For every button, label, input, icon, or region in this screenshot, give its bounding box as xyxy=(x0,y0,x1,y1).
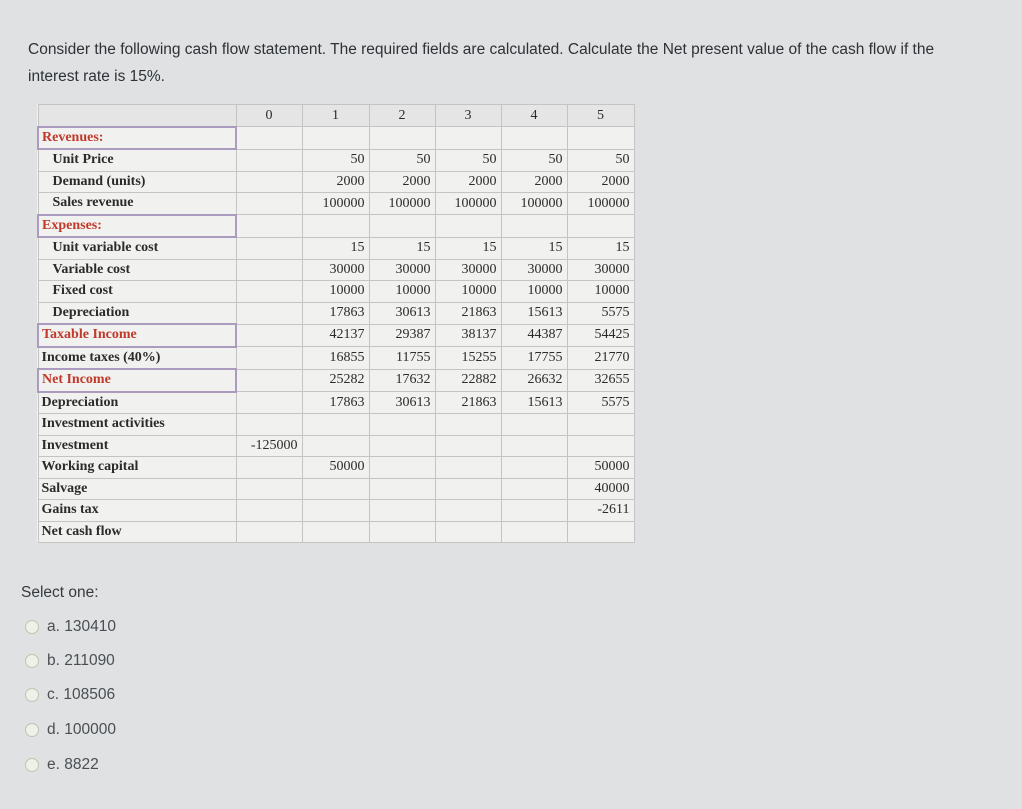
table-row xyxy=(38,171,634,193)
answer-option[interactable] xyxy=(25,684,115,706)
table-cell[interactable]: 15 xyxy=(501,237,567,259)
table-cell[interactable] xyxy=(302,435,369,457)
table-cell[interactable]: 5575 xyxy=(567,392,634,414)
table-cell[interactable] xyxy=(501,478,567,500)
table-cell[interactable] xyxy=(435,127,501,150)
table-row xyxy=(38,457,634,479)
row-label[interactable]: Taxable Income xyxy=(38,324,236,347)
table-row xyxy=(38,521,634,543)
table-cell[interactable]: 38137 xyxy=(435,324,501,347)
year-header-cell[interactable]: 0 xyxy=(236,105,302,127)
answer-option-label: c. 108506 xyxy=(47,686,116,703)
row-label[interactable]: Gains tax xyxy=(38,500,236,522)
table-cell[interactable] xyxy=(501,414,567,436)
year-header-cell[interactable]: 4 xyxy=(501,105,567,127)
table-cell[interactable]: 2000 xyxy=(302,171,369,193)
select-one-label: Select one: xyxy=(21,584,99,601)
row-label[interactable]: Expenses: xyxy=(38,215,236,238)
table-cell[interactable] xyxy=(236,347,302,370)
table-cell[interactable] xyxy=(302,478,369,500)
table-cell[interactable] xyxy=(236,237,302,259)
table-cell[interactable] xyxy=(435,414,501,436)
table-cell[interactable] xyxy=(369,457,435,479)
table-cell[interactable] xyxy=(302,521,369,543)
row-label[interactable]: Salvage xyxy=(38,478,236,500)
table-cell[interactable] xyxy=(236,149,302,171)
table-cell[interactable] xyxy=(369,500,435,522)
radio-button[interactable] xyxy=(25,758,39,772)
table-cell[interactable] xyxy=(369,215,435,238)
table-cell[interactable]: 54425 xyxy=(567,324,634,347)
row-label[interactable]: Demand (units) xyxy=(38,171,236,193)
table-cell[interactable]: 29387 xyxy=(369,324,435,347)
table-cell[interactable]: 21863 xyxy=(435,392,501,414)
table-cell[interactable]: 50 xyxy=(435,149,501,171)
table-cell[interactable]: 10000 xyxy=(567,281,634,303)
table-cell[interactable] xyxy=(435,521,501,543)
table-row xyxy=(38,127,634,150)
table-row xyxy=(38,478,634,500)
table-cell[interactable] xyxy=(501,457,567,479)
radio-button[interactable] xyxy=(25,654,39,668)
question-text: Consider the following cash flow statement. The required fields are calculated. Calculate the Net present value of the cash flow if the interest rate is 15%. xyxy=(28,41,935,85)
table-cell[interactable] xyxy=(236,369,302,392)
table-row xyxy=(38,302,634,324)
table-cell[interactable]: 2000 xyxy=(501,171,567,193)
row-label[interactable]: Income taxes (40%) xyxy=(38,347,236,370)
table-cell[interactable] xyxy=(435,500,501,522)
table-cell[interactable] xyxy=(302,215,369,238)
table-cell[interactable]: 100000 xyxy=(369,193,435,215)
table-row xyxy=(38,414,634,436)
table-cell[interactable]: 100000 xyxy=(567,193,634,215)
table-row xyxy=(38,392,634,414)
year-header-cell[interactable]: 2 xyxy=(369,105,435,127)
table-cell[interactable] xyxy=(435,478,501,500)
table-cell[interactable] xyxy=(567,435,634,457)
table-cell[interactable] xyxy=(567,414,634,436)
row-label[interactable]: Unit Price xyxy=(38,149,236,171)
table-row xyxy=(38,149,634,171)
table-cell[interactable]: 15255 xyxy=(435,347,501,370)
table-cell[interactable]: 100000 xyxy=(302,193,369,215)
table-cell[interactable]: 100000 xyxy=(435,193,501,215)
table-header-row xyxy=(38,105,634,127)
table-cell[interactable]: 15 xyxy=(435,237,501,259)
table-cell[interactable] xyxy=(501,435,567,457)
table-cell[interactable]: 40000 xyxy=(567,478,634,500)
table-row xyxy=(38,324,634,347)
table-cell[interactable] xyxy=(567,215,634,238)
table-cell[interactable]: 50 xyxy=(501,149,567,171)
answer-option-label: d. 100000 xyxy=(47,721,116,738)
table-cell[interactable]: 10000 xyxy=(501,281,567,303)
table-cell[interactable]: 17863 xyxy=(302,302,369,324)
table-cell[interactable]: 50 xyxy=(302,149,369,171)
table-cell[interactable]: 50000 xyxy=(567,457,634,479)
table-cell[interactable]: 21770 xyxy=(567,347,634,370)
table-cell[interactable]: 30000 xyxy=(567,259,634,281)
answer-option[interactable] xyxy=(25,719,116,741)
table-cell[interactable] xyxy=(236,302,302,324)
table-cell[interactable] xyxy=(236,259,302,281)
table-cell[interactable]: 17863 xyxy=(302,392,369,414)
cash-flow-table xyxy=(37,104,635,543)
table-cell[interactable]: 2000 xyxy=(435,171,501,193)
table-cell[interactable]: 30000 xyxy=(435,259,501,281)
table-row xyxy=(38,500,634,522)
table-cell[interactable]: -125000 xyxy=(236,435,302,457)
table-cell[interactable]: 32655 xyxy=(567,369,634,392)
table-cell[interactable]: 26632 xyxy=(501,369,567,392)
year-header-cell[interactable]: 1 xyxy=(302,105,369,127)
radio-button[interactable] xyxy=(25,723,39,737)
table-cell[interactable]: 21863 xyxy=(435,302,501,324)
table-cell[interactable] xyxy=(236,500,302,522)
table-cell[interactable]: 50 xyxy=(567,149,634,171)
table-cell[interactable]: 30000 xyxy=(302,259,369,281)
table-cell[interactable] xyxy=(236,324,302,347)
table-cell[interactable] xyxy=(369,521,435,543)
table-row xyxy=(38,369,634,392)
table-cell[interactable]: 17755 xyxy=(501,347,567,370)
row-label[interactable]: Depreciation xyxy=(38,302,236,324)
table-cell[interactable]: 42137 xyxy=(302,324,369,347)
answer-option[interactable] xyxy=(25,650,115,672)
answer-option-label: a. 130410 xyxy=(47,618,116,635)
row-label[interactable]: Revenues: xyxy=(38,127,236,150)
year-header-cell[interactable]: 3 xyxy=(435,105,501,127)
table-cell[interactable] xyxy=(501,127,567,150)
table-row xyxy=(38,237,634,259)
table-cell[interactable]: 50 xyxy=(369,149,435,171)
year-header-cell[interactable]: 5 xyxy=(567,105,634,127)
table-cell[interactable]: 30613 xyxy=(369,302,435,324)
table-cell[interactable]: 16855 xyxy=(302,347,369,370)
row-label[interactable]: Sales revenue xyxy=(38,193,236,215)
table-cell[interactable] xyxy=(567,127,634,150)
table-cell[interactable]: 44387 xyxy=(501,324,567,347)
table-cell[interactable]: 15 xyxy=(302,237,369,259)
table-cell[interactable] xyxy=(435,457,501,479)
table-cell[interactable] xyxy=(435,215,501,238)
table-cell[interactable] xyxy=(369,478,435,500)
table-cell[interactable] xyxy=(236,215,302,238)
table-cell[interactable]: 30613 xyxy=(369,392,435,414)
row-label[interactable]: Investment activities xyxy=(38,414,236,436)
table-cell[interactable]: 50000 xyxy=(302,457,369,479)
table-cell[interactable] xyxy=(236,521,302,543)
answer-option-label: e. 8822 xyxy=(47,756,99,773)
table-cell[interactable]: 2000 xyxy=(567,171,634,193)
table-row xyxy=(38,259,634,281)
table-row xyxy=(38,347,634,370)
table-row xyxy=(38,281,634,303)
header-corner-cell xyxy=(38,105,236,127)
table-cell[interactable]: -2611 xyxy=(567,500,634,522)
row-label[interactable]: Fixed cost xyxy=(38,281,236,303)
table-cell[interactable]: 22882 xyxy=(435,369,501,392)
table-cell[interactable] xyxy=(236,457,302,479)
row-label[interactable]: Unit variable cost xyxy=(38,237,236,259)
table-cell[interactable]: 10000 xyxy=(435,281,501,303)
table-cell[interactable] xyxy=(369,127,435,150)
table-row xyxy=(38,193,634,215)
table-cell[interactable]: 11755 xyxy=(369,347,435,370)
table-cell[interactable]: 15613 xyxy=(501,392,567,414)
table-cell[interactable] xyxy=(435,435,501,457)
table-cell[interactable]: 5575 xyxy=(567,302,634,324)
table-cell[interactable] xyxy=(302,414,369,436)
table-cell[interactable] xyxy=(236,414,302,436)
table-cell[interactable] xyxy=(501,500,567,522)
table-cell[interactable]: 15613 xyxy=(501,302,567,324)
table-cell[interactable] xyxy=(369,435,435,457)
table-cell[interactable]: 30000 xyxy=(369,259,435,281)
radio-button[interactable] xyxy=(25,688,39,702)
table-cell[interactable] xyxy=(567,521,634,543)
row-label[interactable]: Variable cost xyxy=(38,259,236,281)
table-cell[interactable]: 2000 xyxy=(369,171,435,193)
table-cell[interactable] xyxy=(369,414,435,436)
table-cell[interactable]: 10000 xyxy=(369,281,435,303)
table-cell[interactable] xyxy=(302,127,369,150)
answer-option[interactable] xyxy=(25,754,99,776)
table-cell[interactable] xyxy=(501,215,567,238)
table-cell[interactable] xyxy=(501,521,567,543)
table-cell[interactable] xyxy=(236,478,302,500)
row-label[interactable]: Net Income xyxy=(38,369,236,392)
table-cell[interactable]: 10000 xyxy=(302,281,369,303)
row-label[interactable]: Depreciation xyxy=(38,392,236,414)
table-cell[interactable]: 15 xyxy=(369,237,435,259)
table-cell[interactable] xyxy=(236,127,302,150)
row-label[interactable]: Investment xyxy=(38,435,236,457)
table-cell[interactable] xyxy=(236,171,302,193)
table-cell[interactable]: 17632 xyxy=(369,369,435,392)
row-label[interactable]: Working capital xyxy=(38,457,236,479)
table-cell[interactable] xyxy=(236,193,302,215)
table-cell[interactable]: 30000 xyxy=(501,259,567,281)
answer-option-label: b. 211090 xyxy=(47,652,115,669)
answer-option[interactable] xyxy=(25,616,116,638)
table-cell[interactable]: 25282 xyxy=(302,369,369,392)
table-cell[interactable]: 15 xyxy=(567,237,634,259)
radio-button[interactable] xyxy=(25,620,39,634)
table-cell[interactable] xyxy=(302,500,369,522)
row-label[interactable]: Net cash flow xyxy=(38,521,236,543)
table-cell[interactable] xyxy=(236,392,302,414)
table-row xyxy=(38,215,634,238)
table-cell[interactable]: 100000 xyxy=(501,193,567,215)
table-cell[interactable] xyxy=(236,281,302,303)
table-row xyxy=(38,435,634,457)
